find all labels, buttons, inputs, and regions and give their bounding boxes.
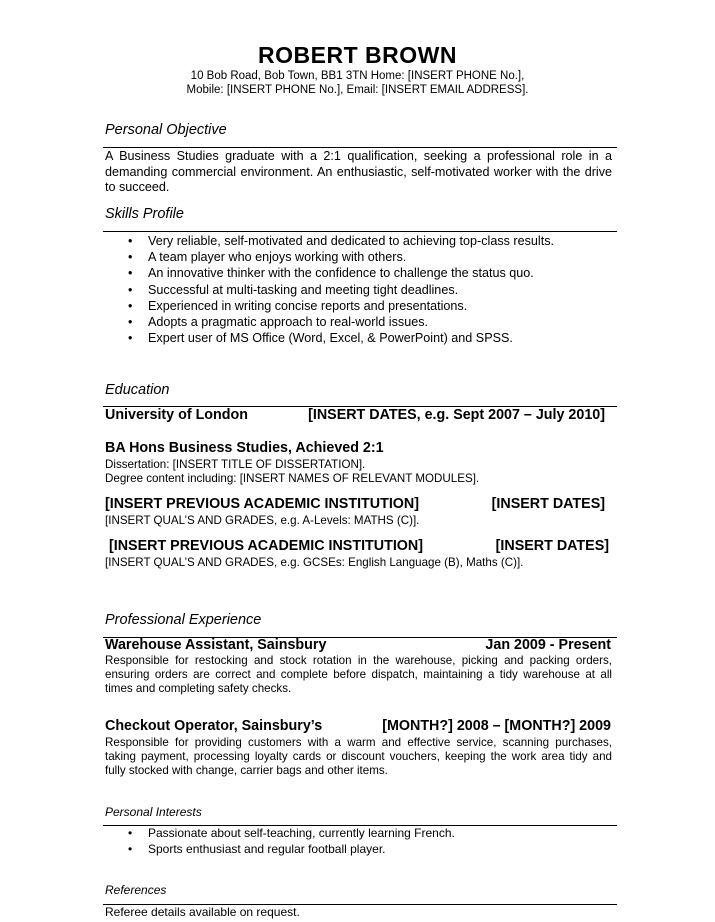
job-description: Responsible for restocking and stock rotation in the warehouse, picking and packing orders, ensuring orders are correct and complete before dispatch, maintaining a tidy warehouse at all times and completing safety checks. — [105, 654, 612, 695]
interests-heading: Personal Interests — [105, 805, 202, 819]
list-item: • Passionate about self-teaching, currently learning French. — [105, 826, 612, 842]
section-divider — [103, 231, 617, 232]
skills-list — [105, 233, 612, 346]
previous-institution-name: [INSERT PREVIOUS ACADEMIC INSTITUTION] — [109, 538, 424, 554]
job-title: Warehouse Assistant, Sainsbury — [105, 637, 327, 653]
references-text: Referee details available on request. — [105, 905, 300, 919]
university-name: University of London — [105, 407, 248, 423]
job-dates: Jan 2009 - Present — [485, 637, 611, 653]
university-dates: [INSERT DATES, e.g. Sept 2007 – July 2010] — [308, 407, 605, 423]
skills-heading: Skills Profile — [105, 206, 184, 222]
job-title: Checkout Operator, Sainsbury’s — [105, 718, 323, 734]
list-item: • Experienced in writing concise reports and presentations. — [105, 298, 612, 314]
objective-heading: Personal Objective — [105, 122, 227, 138]
list-item: • An innovative thinker with the confidence to challenge the status quo. — [105, 265, 612, 281]
previous-quals-line: [INSERT QUAL’S AND GRADES, e.g. A-Levels: MATHS (C)]. — [105, 514, 420, 527]
interests-list — [105, 826, 612, 857]
job-description: Responsible for providing customers with a warm and effective service, scanning purchases, taking payment, processing loyalty cards or discount vouchers, keeping the work area tidy and fully stocked with change, carrier bags and other items. — [105, 736, 612, 777]
list-item: • Very reliable, self-motivated and dedicated to achieving top-class results. — [105, 233, 612, 249]
previous-quals-line: [INSERT QUAL’S AND GRADES, e.g. GCSEs: English Language (B), Maths (C)]. — [105, 556, 524, 569]
list-item: • A team player who enjoys working with others. — [105, 249, 612, 265]
objective-text: A Business Studies graduate with a 2:1 qualification, seeking a professional role in a demanding commercial environment. An enthusiastic, self-motivated worker with the drive to succeed. — [105, 149, 612, 194]
list-item: • Successful at multi-tasking and meeting tight deadlines. — [105, 282, 612, 298]
dissertation-line: Dissertation: [INSERT TITLE OF DISSERTATION]. — [105, 458, 366, 471]
education-heading: Education — [105, 382, 170, 398]
list-item: • Expert user of MS Office (Word, Excel, & PowerPoint) and SPSS. — [105, 330, 612, 346]
candidate-name: ROBERT BROWN — [258, 42, 457, 68]
previous-institution-dates: [INSERT DATES] — [495, 538, 609, 554]
modules-line: Degree content including: [INSERT NAMES OF RELEVANT MODULES]. — [105, 472, 480, 485]
contact-line-1: 10 Bob Road, Bob Town, BB1 3TN Home: [INSERT PHONE No.], — [190, 70, 525, 82]
previous-institution-dates: [INSERT DATES] — [491, 496, 605, 512]
references-heading: References — [105, 883, 167, 897]
list-item: • Adopts a pragmatic approach to real-world issues. — [105, 314, 612, 330]
previous-institution-name: [INSERT PREVIOUS ACADEMIC INSTITUTION] — [105, 496, 420, 512]
experience-heading: Professional Experience — [105, 612, 262, 628]
degree-title: BA Hons Business Studies, Achieved 2:1 — [105, 440, 384, 456]
list-item: • Sports enthusiast and regular football player. — [105, 842, 612, 858]
contact-line-2: Mobile: [INSERT PHONE No.], Email: [INSERT EMAIL ADDRESS]. — [186, 84, 529, 96]
section-divider — [103, 147, 617, 148]
job-dates: [MONTH?] 2008 – [MONTH?] 2009 — [382, 718, 611, 734]
